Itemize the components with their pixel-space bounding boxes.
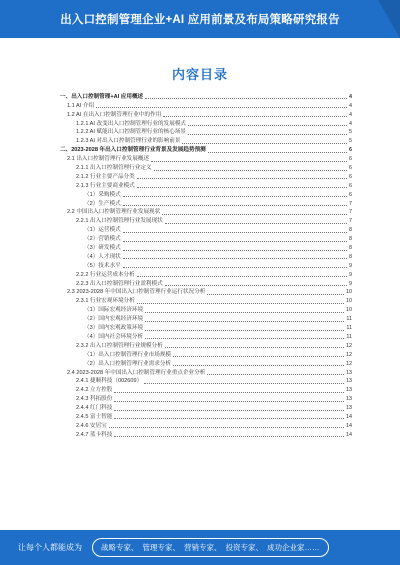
toc-entry-text: 2.4.4 红门科技 xyxy=(76,405,113,412)
toc-entry[interactable] xyxy=(60,305,352,314)
toc-dot-leader xyxy=(137,178,347,179)
footer-role: 战略专家、 xyxy=(101,543,139,552)
toc-entry[interactable] xyxy=(60,421,352,430)
toc-entry[interactable] xyxy=(60,332,352,341)
toc-dot-leader xyxy=(137,187,347,188)
toc-dot-leader xyxy=(145,98,347,99)
toc-dot-leader xyxy=(114,418,344,419)
toc-page-number: 12 xyxy=(346,342,352,349)
toc-entry-text: （2）营销模式 xyxy=(84,236,121,243)
footer-role: 管理专家、 xyxy=(142,543,180,552)
toc-entry-text: 2.4.3 科拓股份 xyxy=(76,396,113,403)
toc-page-number: 6 xyxy=(349,156,352,163)
header-bar xyxy=(0,0,400,38)
toc-dot-leader xyxy=(114,410,344,411)
toc-dot-leader xyxy=(188,125,347,126)
toc-dot-leader xyxy=(145,321,344,322)
toc-entry[interactable] xyxy=(60,261,352,270)
toc-entry-text: 2.3.1 行业宏观环境分析 xyxy=(76,298,135,305)
toc-entry[interactable] xyxy=(60,172,352,181)
toc-entry[interactable] xyxy=(60,412,352,421)
toc-entry[interactable] xyxy=(60,163,352,172)
toc-dot-leader xyxy=(114,392,344,393)
toc-dot-leader xyxy=(173,365,344,366)
toc-dot-leader xyxy=(114,401,344,402)
toc-page-number: 9 xyxy=(349,262,352,269)
toc-entry[interactable] xyxy=(60,136,352,145)
toc-dot-leader xyxy=(123,258,347,259)
footer-roles-pill xyxy=(92,538,329,557)
toc-entry[interactable] xyxy=(60,190,352,199)
toc-entry[interactable] xyxy=(60,225,352,234)
toc-page-number: 7 xyxy=(349,200,352,207)
toc-page-number: 10 xyxy=(346,298,352,305)
toc-entry[interactable] xyxy=(60,110,352,119)
toc-entry-text: 2.2.1 出入口控制管理行业发展现状 xyxy=(76,218,163,225)
toc-entry-text: （1）运营模式 xyxy=(84,227,121,234)
footer-bar xyxy=(0,530,400,565)
toc-dot-leader xyxy=(165,223,347,224)
toc-page-number: 4 xyxy=(349,102,352,109)
toc-page-number: 12 xyxy=(346,351,352,358)
toc-dot-leader xyxy=(145,330,344,331)
toc-dot-leader xyxy=(188,134,347,135)
toc-entry-text: 2.4 2023-2028 年中国出入口控制管理行业重点企业分析 xyxy=(67,369,206,376)
toc-dot-leader xyxy=(123,232,347,233)
footer-slogan: 让每个人都能成为 xyxy=(18,543,82,552)
toc-entry[interactable] xyxy=(60,243,352,252)
toc-entry[interactable] xyxy=(60,208,352,217)
toc-page-number: 11 xyxy=(346,316,352,323)
toc-entry[interactable] xyxy=(60,145,352,154)
table-of-contents xyxy=(60,92,352,439)
toc-entry-text: 2.4.2 立方控股 xyxy=(76,387,113,394)
toc-dot-leader xyxy=(207,294,344,295)
toc-entry-text: （1）国际宏观经济环境 xyxy=(84,307,144,314)
toc-dot-leader xyxy=(137,303,344,304)
toc-entry-text: 2.2.2 行业运营成本分析 xyxy=(76,271,135,278)
toc-entry-text: 2.1.2 行业主要产品分类 xyxy=(76,173,135,180)
toc-entry[interactable] xyxy=(60,252,352,261)
toc-dot-leader xyxy=(145,338,344,339)
toc-page-number: 5 xyxy=(349,138,352,145)
toc-entry[interactable] xyxy=(60,385,352,394)
toc-dot-leader xyxy=(123,205,347,206)
toc-entry-text: 2.1.1 出入口控制管理行业定义 xyxy=(76,165,152,172)
toc-page-number: 8 xyxy=(349,245,352,252)
toc-entry-text: （4）国内社会环境分析 xyxy=(84,333,144,340)
toc-entry[interactable] xyxy=(60,341,352,350)
toc-entry-text: 1.1 AI 介绍 xyxy=(67,102,95,109)
toc-page-number: 4 xyxy=(349,111,352,118)
toc-entry[interactable] xyxy=(60,216,352,225)
toc-dot-leader xyxy=(144,383,344,384)
toc-entry-text: 2.4.1 捷顺科技（002609） xyxy=(76,378,143,385)
toc-page-number: 10 xyxy=(346,289,352,296)
toc-entry[interactable] xyxy=(60,350,352,359)
toc-dot-leader xyxy=(162,214,347,215)
toc-page-number: 13 xyxy=(346,396,352,403)
toc-entry[interactable] xyxy=(60,288,352,297)
toc-entry[interactable] xyxy=(60,430,352,439)
toc-dot-leader xyxy=(154,170,347,171)
toc-entry[interactable] xyxy=(60,234,352,243)
toc-entry[interactable] xyxy=(60,181,352,190)
toc-page-number: 14 xyxy=(346,413,352,420)
toc-dot-leader xyxy=(114,436,344,437)
toc-entry-text: 2.4.6 安居宝 xyxy=(76,422,107,429)
toc-entry-text: （1）出入口控制管理行业市场规模 xyxy=(84,351,172,358)
toc-entry-text: 1.2.1 AI 改变出入口控制管理行业的发展模式 xyxy=(76,120,187,127)
toc-entry-text: （2）国内宏观经济环境 xyxy=(84,316,144,323)
toc-entry-text: （2）生产模式 xyxy=(84,200,121,207)
toc-entry[interactable] xyxy=(60,279,352,288)
toc-entry-text: 2.1 出入口控制管理行业发展概述 xyxy=(67,156,150,163)
toc-entry[interactable] xyxy=(60,323,352,332)
toc-page-number: 4 xyxy=(349,93,352,100)
toc-entry-text: 2.4.5 富士智能 xyxy=(76,413,113,420)
toc-dot-leader xyxy=(165,285,347,286)
toc-entry-text: 1.2.2 AI 赋能出入口控制管理行业的核心场景 xyxy=(76,129,187,136)
toc-page-number: 8 xyxy=(349,236,352,243)
toc-page-number: 13 xyxy=(346,369,352,376)
toc-entry[interactable] xyxy=(60,314,352,323)
toc-dot-leader xyxy=(123,241,347,242)
toc-dot-leader xyxy=(173,356,344,357)
footer-role: 营销专家、 xyxy=(184,543,222,552)
toc-entry[interactable] xyxy=(60,368,352,377)
toc-page-number: 4 xyxy=(349,120,352,127)
toc-page-number: 8 xyxy=(349,227,352,234)
toc-page-number: 11 xyxy=(346,325,352,332)
toc-entry-text: 2.1.3 行业主要商业模式 xyxy=(76,182,135,189)
toc-page-number: 13 xyxy=(346,405,352,412)
toc-heading: 内容目录 xyxy=(171,67,228,82)
toc-page-number: 8 xyxy=(349,253,352,260)
toc-entry-text: 1.2 AI 在出入口控制管理行业中的作用 xyxy=(67,111,162,118)
toc-entry-text: （5）技术水平 xyxy=(84,262,121,269)
header-corner-decoration xyxy=(378,0,400,38)
toc-page-number: 11 xyxy=(346,333,352,340)
toc-page-number: 13 xyxy=(346,387,352,394)
toc-dot-leader xyxy=(182,143,347,144)
toc-entry-text: （4）人才现状 xyxy=(84,253,121,260)
toc-dot-leader xyxy=(145,312,344,313)
footer-role: 投资专家、 xyxy=(225,543,263,552)
toc-dot-leader xyxy=(96,107,347,108)
toc-page-number: 7 xyxy=(349,209,352,216)
toc-entry[interactable] xyxy=(60,154,352,163)
toc-entry-text: 一、出入口控制管理+AI 应用概述 xyxy=(60,93,144,100)
toc-entry-text: 2.4.7 蓝卡科技 xyxy=(76,431,113,438)
toc-page-number: 6 xyxy=(349,165,352,172)
toc-page-number: 6 xyxy=(349,173,352,180)
toc-entry-text: （1）采购模式 xyxy=(84,191,121,198)
toc-page-number: 7 xyxy=(349,218,352,225)
toc-dot-leader xyxy=(137,276,347,277)
toc-page-number: 6 xyxy=(349,182,352,189)
toc-dot-leader xyxy=(123,196,347,197)
toc-entry[interactable] xyxy=(60,377,352,386)
toc-page-number: 5 xyxy=(349,129,352,136)
toc-page-number: 12 xyxy=(346,360,352,367)
toc-entry-text: 2.3 2023-2028 年中国出入口控制管理行业运行状况分析 xyxy=(67,289,206,296)
toc-page-number: 6 xyxy=(349,147,352,154)
toc-entry[interactable] xyxy=(60,359,352,368)
toc-dot-leader xyxy=(163,116,347,117)
toc-entry[interactable] xyxy=(60,92,352,101)
toc-entry[interactable] xyxy=(60,101,352,110)
toc-page-number: 10 xyxy=(346,307,352,314)
toc-page-number: 14 xyxy=(346,431,352,438)
toc-entry-text: （2）出入口控制管理行业需求分析 xyxy=(84,360,172,367)
toc-entry-text: （3）研发模式 xyxy=(84,245,121,252)
toc-entry-text: （3）国内宏观政策环境 xyxy=(84,325,144,332)
toc-page-number: 13 xyxy=(346,378,352,385)
toc-entry[interactable] xyxy=(60,119,352,128)
toc-entry[interactable] xyxy=(60,199,352,208)
toc-page-number: 14 xyxy=(346,422,352,429)
toc-dot-leader xyxy=(109,427,344,428)
toc-page-number: 6 xyxy=(349,191,352,198)
toc-page-number: 9 xyxy=(349,271,352,278)
toc-dot-leader xyxy=(208,152,347,153)
toc-dot-leader xyxy=(151,161,347,162)
toc-entry-text: 2.2.3 出入口控制管理行业盈利模式 xyxy=(76,280,163,287)
toc-entry-text: 二、2023-2028 年出入口控制管理行业背景及发展趋势预测 xyxy=(60,147,206,154)
toc-entry[interactable] xyxy=(60,403,352,412)
toc-dot-leader xyxy=(123,267,347,268)
toc-entry-text: 2.2 中国出入口控制管理行业发展现状 xyxy=(67,209,161,216)
toc-dot-leader xyxy=(165,347,344,348)
toc-dot-leader xyxy=(123,250,347,251)
toc-entry[interactable] xyxy=(60,296,352,305)
toc-entry-text: 2.3.2 出入口控制管理行业规模分析 xyxy=(76,342,163,349)
toc-entry[interactable] xyxy=(60,128,352,137)
footer-role: 成功企业家…… xyxy=(267,543,320,552)
toc-page-number: 9 xyxy=(349,280,352,287)
toc-entry[interactable] xyxy=(60,394,352,403)
toc-entry-text: 1.2.3 AI 对出入口控制管理行业的影响前景 xyxy=(76,138,181,145)
toc-dot-leader xyxy=(207,374,344,375)
report-title: 出入口控制管理企业+AI 应用前景及布局策略研究报告 xyxy=(60,14,340,26)
toc-entry[interactable] xyxy=(60,270,352,279)
